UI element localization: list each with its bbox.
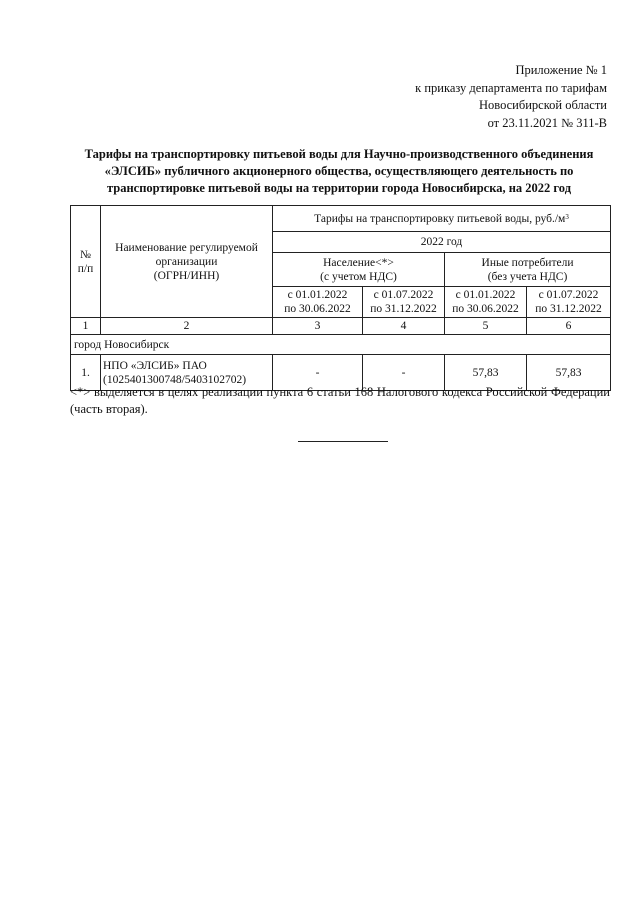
column-numbers-row: [71, 318, 611, 335]
title-line-3: транспортировке питьевой воды на территории города Новосибирска, на 2022 год: [106, 181, 572, 195]
period-cell: с 01.01.2022 по 30.06.2022: [273, 287, 363, 318]
header-row-1: [71, 206, 611, 232]
header-other-consumers: Иные потребители (без учета НДС): [445, 253, 611, 287]
header-year: 2022 год: [273, 232, 611, 253]
appendix-line-4: от 23.11.2021 № 311-В: [487, 115, 607, 130]
title-line-1: Тарифы на транспортировку питьевой воды для Научно-производственного объединения: [84, 147, 594, 161]
city-name: город Новосибирск: [71, 335, 611, 355]
appendix-line-1: Приложение № 1: [515, 63, 607, 77]
tariff-table: [70, 205, 611, 391]
row-value: -: [273, 355, 363, 391]
closing-line: [298, 441, 388, 442]
row-organization: НПО «ЭЛСИБ» ПАО (1025401300748/5403102702): [101, 355, 273, 391]
period-cell: с 01.07.2022 по 31.12.2022: [363, 287, 445, 318]
column-number: 6: [527, 318, 611, 335]
header-population: Население<*> (с учетом НДС): [273, 253, 445, 287]
row-value: -: [363, 355, 445, 391]
header-number: № п/п: [71, 206, 101, 318]
column-number: 5: [445, 318, 527, 335]
appendix-line-2: к приказу департамента по тарифам: [415, 80, 607, 95]
header-tariffs: Тарифы на транспортировку питьевой воды, $руб./м^3$: [273, 206, 611, 232]
appendix-block: [415, 62, 607, 132]
row-value: 57,83: [445, 355, 527, 391]
unit-superscript: 3: [565, 212, 569, 221]
period-cell: с 01.07.2022 по 31.12.2022: [527, 287, 611, 318]
row-number: 1.: [71, 355, 101, 391]
period-cell: с 01.01.2022 по 30.06.2022: [445, 287, 527, 318]
column-number: 3: [273, 318, 363, 335]
title-line-2: «ЭЛСИБ» публичного акционерного общества, осуществляющего деятельность по: [104, 164, 574, 178]
column-number: 4: [363, 318, 445, 335]
document-title: [66, 146, 612, 197]
column-number: 1: [71, 318, 101, 335]
header-organization: Наименование регулируемой организации (ОГРН/ИНН): [101, 206, 273, 318]
footnote: <*> выделяется в целях реализации пункта 6 статьи 168 Налогового кодекса Российской Федерации (часть вторая).: [70, 385, 610, 416]
column-number: 2: [101, 318, 273, 335]
row-value: 57,83: [527, 355, 611, 391]
city-row: [71, 335, 611, 355]
appendix-line-3: Новосибирской области: [478, 98, 607, 112]
